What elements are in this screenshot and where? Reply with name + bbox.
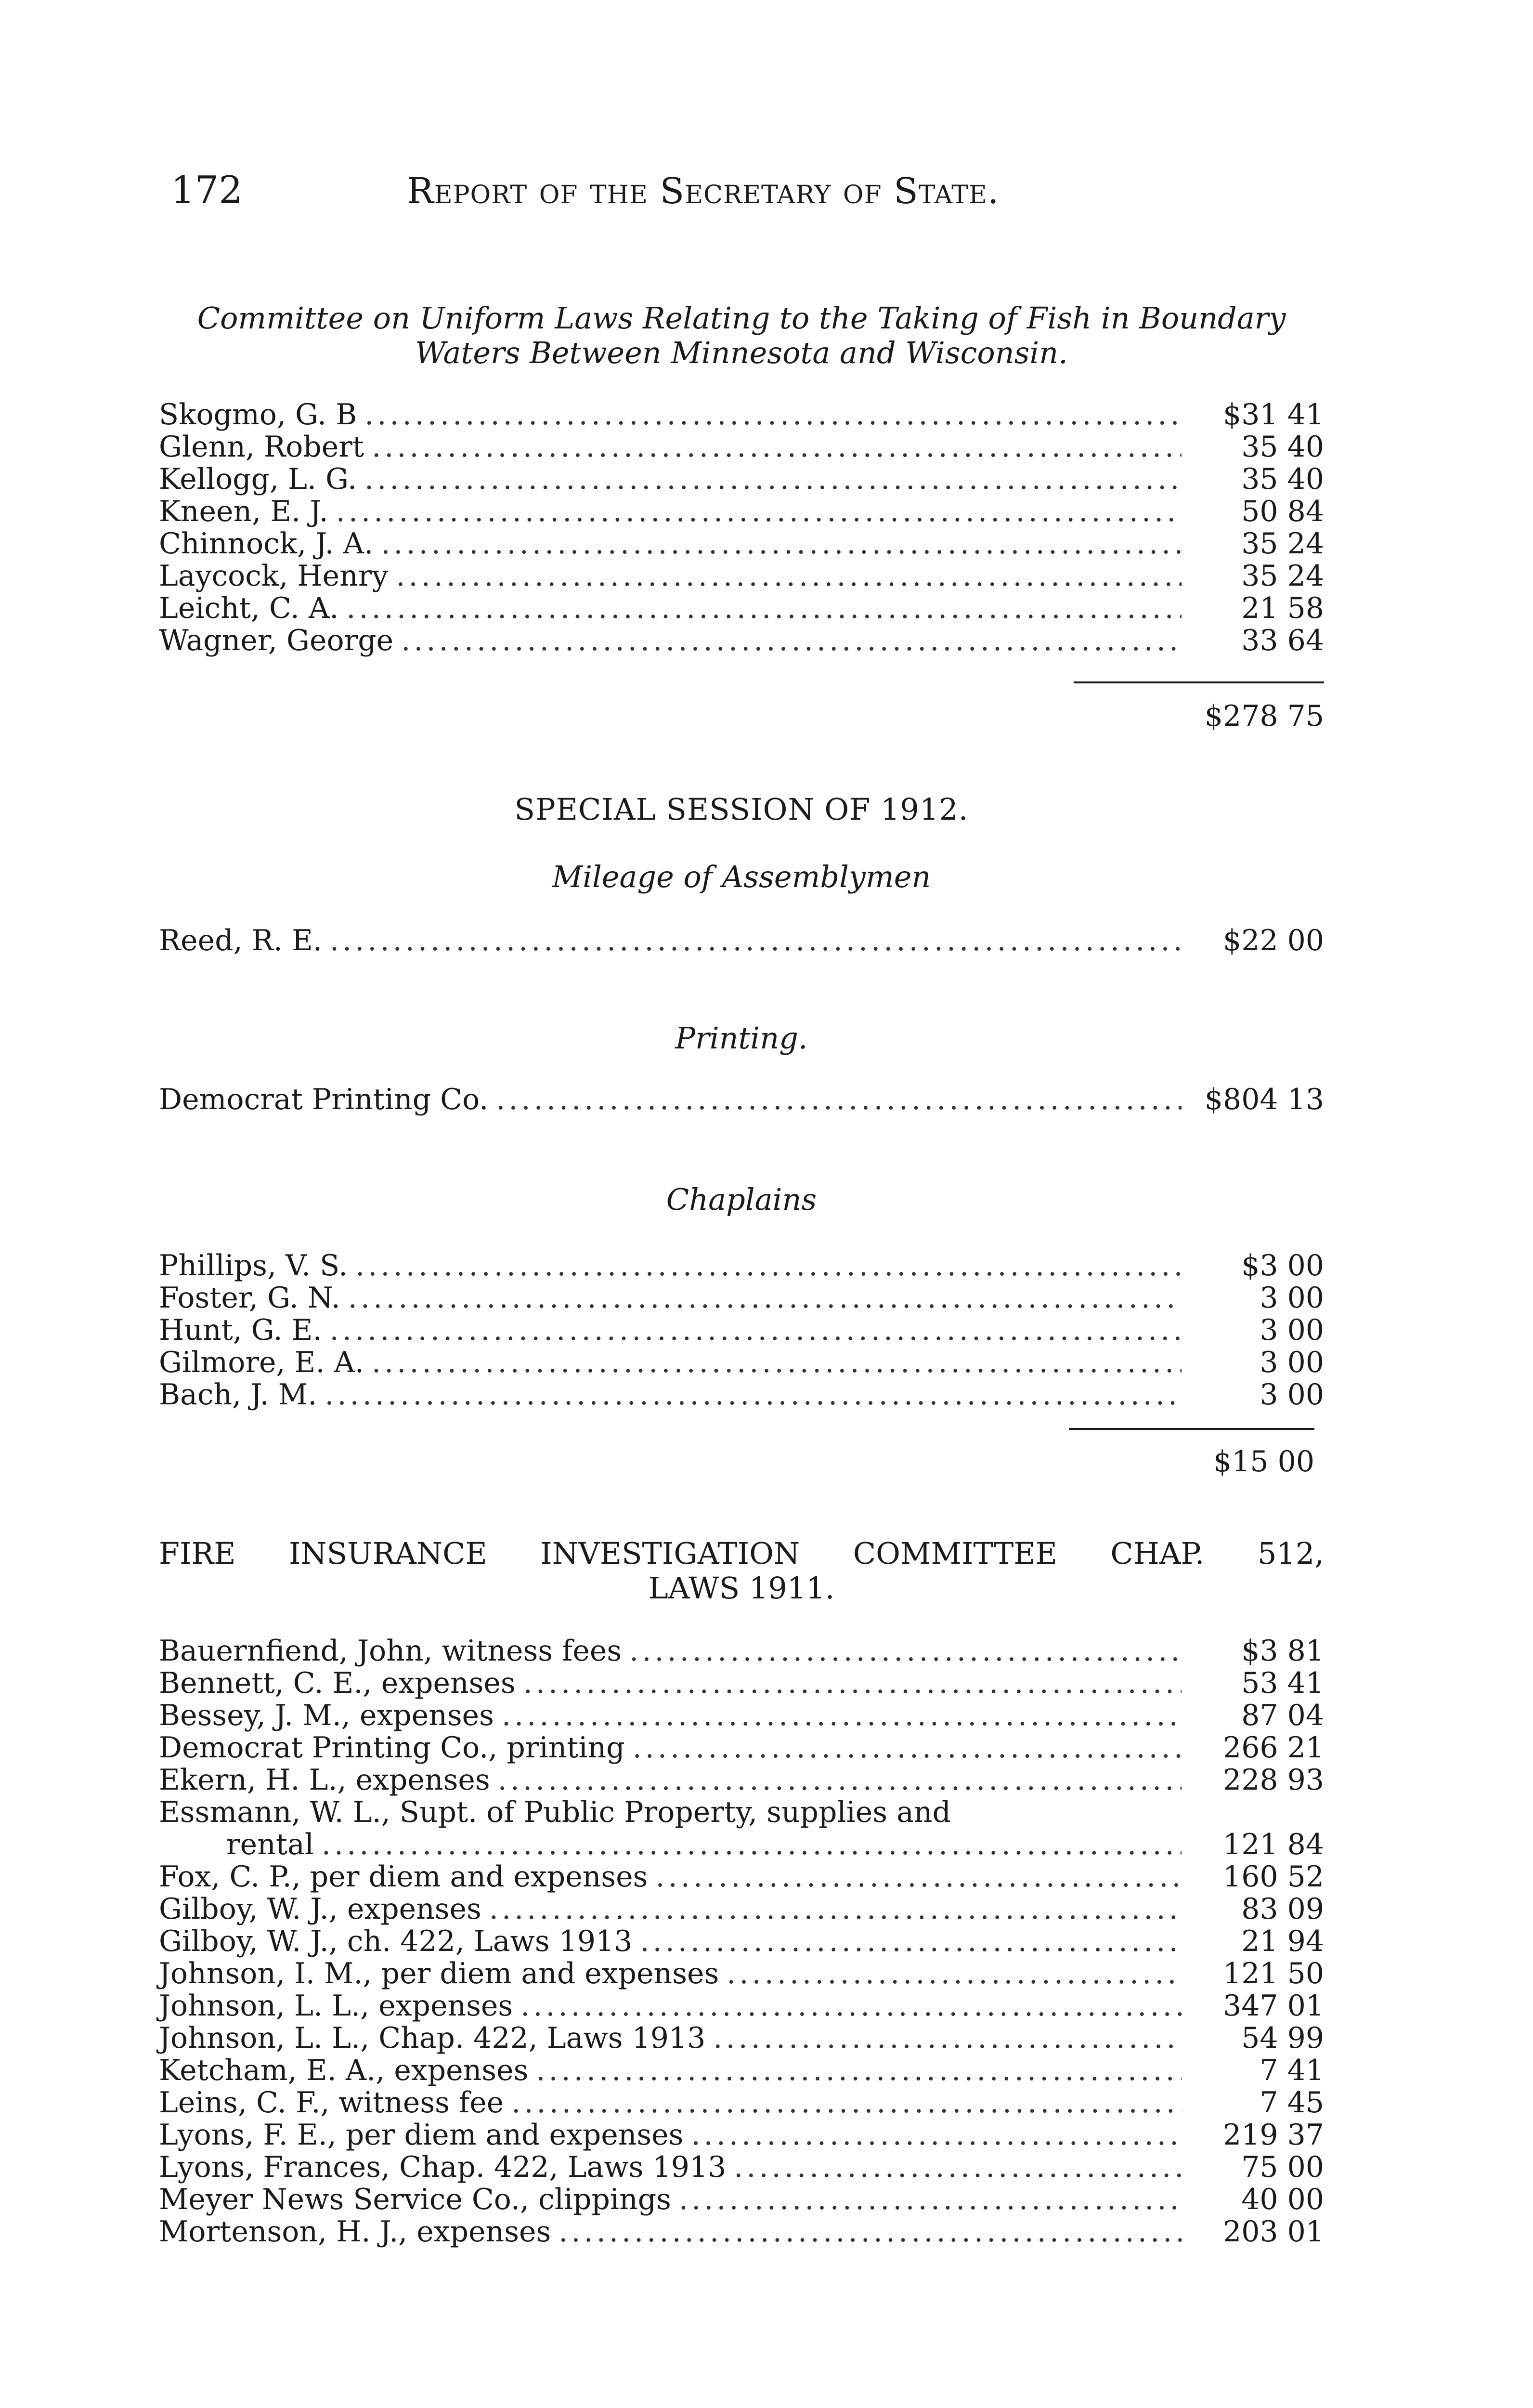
- list-item: Leicht, C. A. . . . 21 58: [159, 592, 1324, 625]
- list-item: Foster, G. N. . . . 3 00: [159, 1282, 1324, 1314]
- fire-insurance-heading: [159, 1536, 1324, 1606]
- chaplains-heading: Chaplains: [666, 1182, 817, 1217]
- list-item: Laycock, Henry . . . 35 24: [159, 560, 1324, 592]
- list-item: Kneen, E. J. . . . 50 84: [159, 496, 1324, 528]
- list-item: Lyons, Frances, Chap. 422, Laws 1913 . . . 75 00: [159, 2151, 1324, 2184]
- list-item: Reed, R. E. . . . $22 00: [159, 925, 1324, 957]
- list-item: Bach, J. M. . . . 3 00: [159, 1379, 1324, 1411]
- list-item: Lyons, F. E., per diem and expenses . . . 219 37: [159, 2119, 1324, 2151]
- committee-heading-line2: Waters Between Minnesota and Wisconsin.: [415, 335, 1068, 370]
- list-item: Ekern, H. L., expenses . . . 228 93: [159, 1764, 1324, 1796]
- list-item: Democrat Printing Co. . . . $804 13: [159, 1084, 1324, 1116]
- list-item: Skogmo, G. B . . . $31 41: [159, 399, 1324, 431]
- chaplains-list: [159, 1250, 1324, 1411]
- committee-heading: [159, 301, 1324, 370]
- list-item: Johnson, L. L., expenses . . . 347 01: [159, 1990, 1324, 2022]
- list-item: Glenn, Robert . . . 35 40: [159, 431, 1324, 463]
- special-session-heading: SPECIAL SESSION OF 1912.: [514, 792, 969, 827]
- list-item: Gilboy, W. J., expenses . . . 83 09: [159, 1893, 1324, 1925]
- list-item: Wagner, George . . . 33 64: [159, 625, 1324, 657]
- list-item: Bauernfiend, John, witness fees . . . $3 81: [159, 1635, 1324, 1667]
- printing-heading: Printing.: [675, 1021, 808, 1056]
- list-item: Ketcham, E. A., expenses . . . 7 41: [159, 2055, 1324, 2087]
- list-item: Bennett, C. E., expenses . . . 53 41: [159, 1667, 1324, 1700]
- total-rule: [1069, 1428, 1314, 1430]
- running-title: Report of the Secretary of State.: [407, 170, 1000, 212]
- printing-list: [159, 1084, 1324, 1116]
- list-item: Fox, C. P., per diem and expenses . . . 160 52: [159, 1861, 1324, 1893]
- chaplains-total: $15 00: [1213, 1445, 1314, 1479]
- page-header: [171, 169, 1326, 226]
- list-item: rental . . . 121 84: [159, 1829, 1324, 1861]
- total-rule: [1074, 681, 1324, 683]
- mileage-heading: Mileage of Assemblymen: [552, 859, 931, 894]
- list-item: Johnson, L. L., Chap. 422, Laws 1913 . . . 54 99: [159, 2022, 1324, 2055]
- list-item: Leins, C. F., witness fee . . . 7 45: [159, 2087, 1324, 2119]
- fire-insurance-heading-line2: LAWS 1911.: [648, 1570, 835, 1606]
- list-item: Gilmore, E. A. . . . 3 00: [159, 1347, 1324, 1379]
- list-item: Kellogg, L. G. . . . 35 40: [159, 463, 1324, 496]
- committee-total: $278 75: [1204, 699, 1324, 733]
- list-item: Bessey, J. M., expenses . . . 87 04: [159, 1700, 1324, 1732]
- list-item: Democrat Printing Co., printing . . . 266 21: [159, 1732, 1324, 1764]
- list-item: Gilboy, W. J., ch. 422, Laws 1913 . . . 21 94: [159, 1925, 1324, 1958]
- list-item: Hunt, G. E. . . . 3 00: [159, 1314, 1324, 1347]
- list-item: Mortenson, H. J., expenses . . . 203 01: [159, 2216, 1324, 2248]
- committee-heading-line1: Committee on Uniform Laws Relating to the Taking of Fish in Boundary: [197, 301, 1286, 336]
- list-item: Essmann, W. L., Supt. of Public Property, supplies and: [159, 1795, 951, 1829]
- list-item: Meyer News Service Co., clippings . . . 40 00: [159, 2184, 1324, 2216]
- list-item: Phillips, V. S. . . . $3 00: [159, 1250, 1324, 1282]
- list-item: Chinnock, J. A. . . . 35 24: [159, 528, 1324, 560]
- list-item: Johnson, I. M., per diem and expenses . . . 121 50: [159, 1958, 1324, 1990]
- mileage-list: [159, 925, 1324, 957]
- page-number: 172: [171, 169, 243, 212]
- fire-insurance-list: [159, 1635, 1324, 2248]
- fire-insurance-heading-line1: FIRE INSURANCE INVESTIGATION COMMITTEE CHAP. 512,: [159, 1536, 1324, 1571]
- committee-list: [159, 399, 1324, 657]
